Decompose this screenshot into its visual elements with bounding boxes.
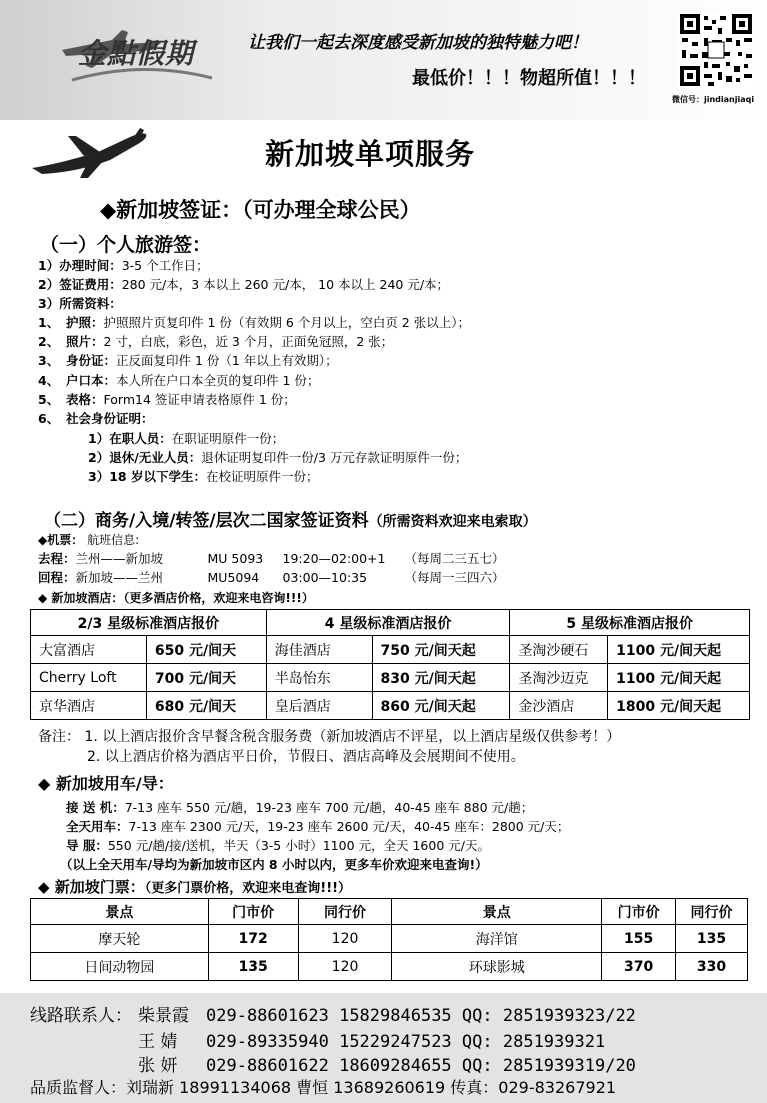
header-banner [0, 0, 767, 120]
hotel-price: 1100 元/间天起 [608, 636, 750, 664]
table-header-row [31, 899, 748, 925]
agent-price: 120 [298, 925, 392, 953]
ticket-label: ◆ 新加坡门票：（更多门票价格，欢迎来电查询!!!） [38, 878, 352, 896]
car-fullday: 全天用车：7-13 座车 2300 元/天，19-23 座车 2600 元/天，40-45 座车：2800 元/天； [66, 819, 570, 834]
hotel-name: 京华酒店 [31, 692, 147, 720]
contact-footer [0, 993, 767, 1103]
retail-price: 370 [602, 953, 676, 981]
visa-processing-time: 1）办理时间：3-5 个工作日； [38, 258, 209, 273]
material-passport: 1、 护照：护照照片页复印件 1 份（有效期 6 个月以上，空白页 2 张以上）； [38, 315, 470, 330]
price-slogan: 最低价！！！物超所值！！！ [412, 68, 646, 89]
hotel-price: 1100 元/间天起 [608, 664, 750, 692]
table-row [31, 953, 748, 981]
flight-return: 回程：新加坡——兰州 MU5094 03:00—10:35 （每周一三四六） [38, 570, 505, 585]
hotel-name: 半岛怡东 [266, 664, 372, 692]
supervisor-row: 品质监督人：刘瑞新 18991134068 曹恒 13689260619 传真：029-83267921 [30, 1078, 617, 1097]
agent-price: 135 [676, 925, 748, 953]
personal-visa-title: （一）个人旅游签： [40, 234, 212, 256]
social-employed: 1）在职人员：在职证明原件一份； [88, 431, 285, 446]
table-row [31, 664, 750, 692]
hotel-price-table [30, 609, 750, 720]
header-cell: 门市价 [602, 899, 676, 925]
header-cell: 2/3 星级标准酒店报价 [31, 610, 267, 636]
logo-text: 金點假期 [78, 37, 195, 70]
attraction-name: 日间动物园 [31, 953, 209, 981]
wechat-id: 微信号：jindianjiaqi [672, 95, 755, 104]
social-student: 3）18 岁以下学生：在校证明原件一份； [88, 469, 319, 484]
material-form: 5、 表格：Form14 签证申请表格原件 1 份； [38, 392, 296, 407]
header-cell: 同行价 [676, 899, 748, 925]
header-cell: 景点 [31, 899, 209, 925]
visa-fee: 2）签证费用：280 元/本，3 本以上 260 元/本， 10 本以上 240 元/本； [38, 277, 450, 292]
hotel-price: 680 元/间天 [146, 692, 266, 720]
retail-price: 135 [208, 953, 298, 981]
car-guide: 导 服：550 元/趟/接/送机，半天（3-5 小时）1100 元，全天 1600 元/天。 [66, 838, 490, 853]
table-row [31, 925, 748, 953]
attraction-name: 摩天轮 [31, 925, 209, 953]
agent-price: 120 [298, 953, 392, 981]
attraction-name: 海洋馆 [392, 925, 602, 953]
retail-price: 155 [602, 925, 676, 953]
contact-row: 王 婧 029-89335940 15229247523 QQ: 2851939321 [138, 1032, 606, 1052]
car-section-title: ◆ 新加坡用车/导： [38, 774, 174, 793]
ticket-price-table [30, 898, 748, 981]
airplane-icon [28, 128, 152, 180]
hotel-price: 700 元/间天 [146, 664, 266, 692]
header-cell: 景点 [392, 899, 602, 925]
table-row [31, 636, 750, 664]
hotel-name: 圣淘沙迈克 [510, 664, 608, 692]
header-cell: 同行价 [298, 899, 392, 925]
contact-row: 张 妍 029-88601622 18609284655 QQ: 2851939319/20 [138, 1056, 636, 1076]
contact-row: 线路联系人： 柴景霞 029-88601623 15829846535 QQ: 2851939323/22 [30, 1006, 636, 1026]
material-id-card: 3、 身份证：正反面复印件 1 份（1 年以上有效期）； [38, 353, 338, 368]
slogan: 让我们一起去深度感受新加坡的独特魅力吧！ [248, 33, 588, 53]
hotel-price: 750 元/间天起 [372, 636, 510, 664]
hotel-price: 1800 元/间天起 [608, 692, 750, 720]
table-header-row [31, 610, 750, 636]
visa-materials-label: 3）所需资料： [38, 296, 122, 311]
hotel-name: 大富酒店 [31, 636, 147, 664]
social-retired: 2）退休/无业人员：退休证明复印件一份/3 万元存款证明原件一份； [88, 450, 468, 465]
table-row [31, 692, 750, 720]
hotel-remark-1: 备注： 1. 以上酒店报价含早餐含税含服务费（新加坡酒店不评星，以上酒店星级仅供参考！） [38, 729, 621, 745]
hotel-name: 皇后酒店 [266, 692, 372, 720]
hotel-price: 830 元/间天起 [372, 664, 510, 692]
material-household: 4、 户口本：本人所在户口本全页的复印件 1 份； [38, 373, 320, 388]
attraction-name: 环球影城 [392, 953, 602, 981]
page-title: 新加坡单项服务 [265, 137, 476, 171]
hotel-name: 海佳酒店 [266, 636, 372, 664]
hotel-name: 圣淘沙硬石 [510, 636, 608, 664]
hotel-label: ◆ 新加坡酒店：（更多酒店价格，欢迎来电咨询!!!） [38, 591, 314, 605]
header-cell: 4 星级标准酒店报价 [266, 610, 510, 636]
visa-section-title: ◆新加坡签证：（可办理全球公民） [100, 198, 421, 222]
header-cell: 5 星级标准酒店报价 [510, 610, 750, 636]
hotel-price: 860 元/间天起 [372, 692, 510, 720]
hotel-name: Cherry Loft [31, 664, 147, 692]
qr-code-icon [678, 12, 754, 88]
flight-outbound: 去程：兰州——新加坡 MU 5093 19:20—02:00+1 （每周二三五七） [38, 551, 505, 566]
hotel-remark-2: 2. 以上酒店价格为酒店平日价，节假日、酒店高峰及会展期间不使用。 [87, 749, 525, 765]
material-photo: 2、 照片：2 寸，白底，彩色，近 3 个月，正面免冠照，2 张； [38, 334, 394, 349]
car-airport: 接 送 机：7-13 座车 550 元/趟，19-23 座车 700 元/趟，40-45 座车 880 元/趟； [66, 800, 534, 815]
hotel-name: 金沙酒店 [510, 692, 608, 720]
header-cell: 门市价 [208, 899, 298, 925]
hotel-price: 650 元/间天 [146, 636, 266, 664]
business-visa-title: （二）商务/入境/转签/层次二国家签证资料（所需资料欢迎来电索取） [44, 511, 537, 531]
retail-price: 172 [208, 925, 298, 953]
agent-price: 330 [676, 953, 748, 981]
car-note: （以上全天用车/导均为新加坡市区内 8 小时以内，更多车价欢迎来电查询!） [60, 857, 488, 872]
flight-label: ◆机票： 航班信息: [38, 533, 140, 547]
material-social-id: 6、 社会身份证明： [38, 411, 154, 426]
